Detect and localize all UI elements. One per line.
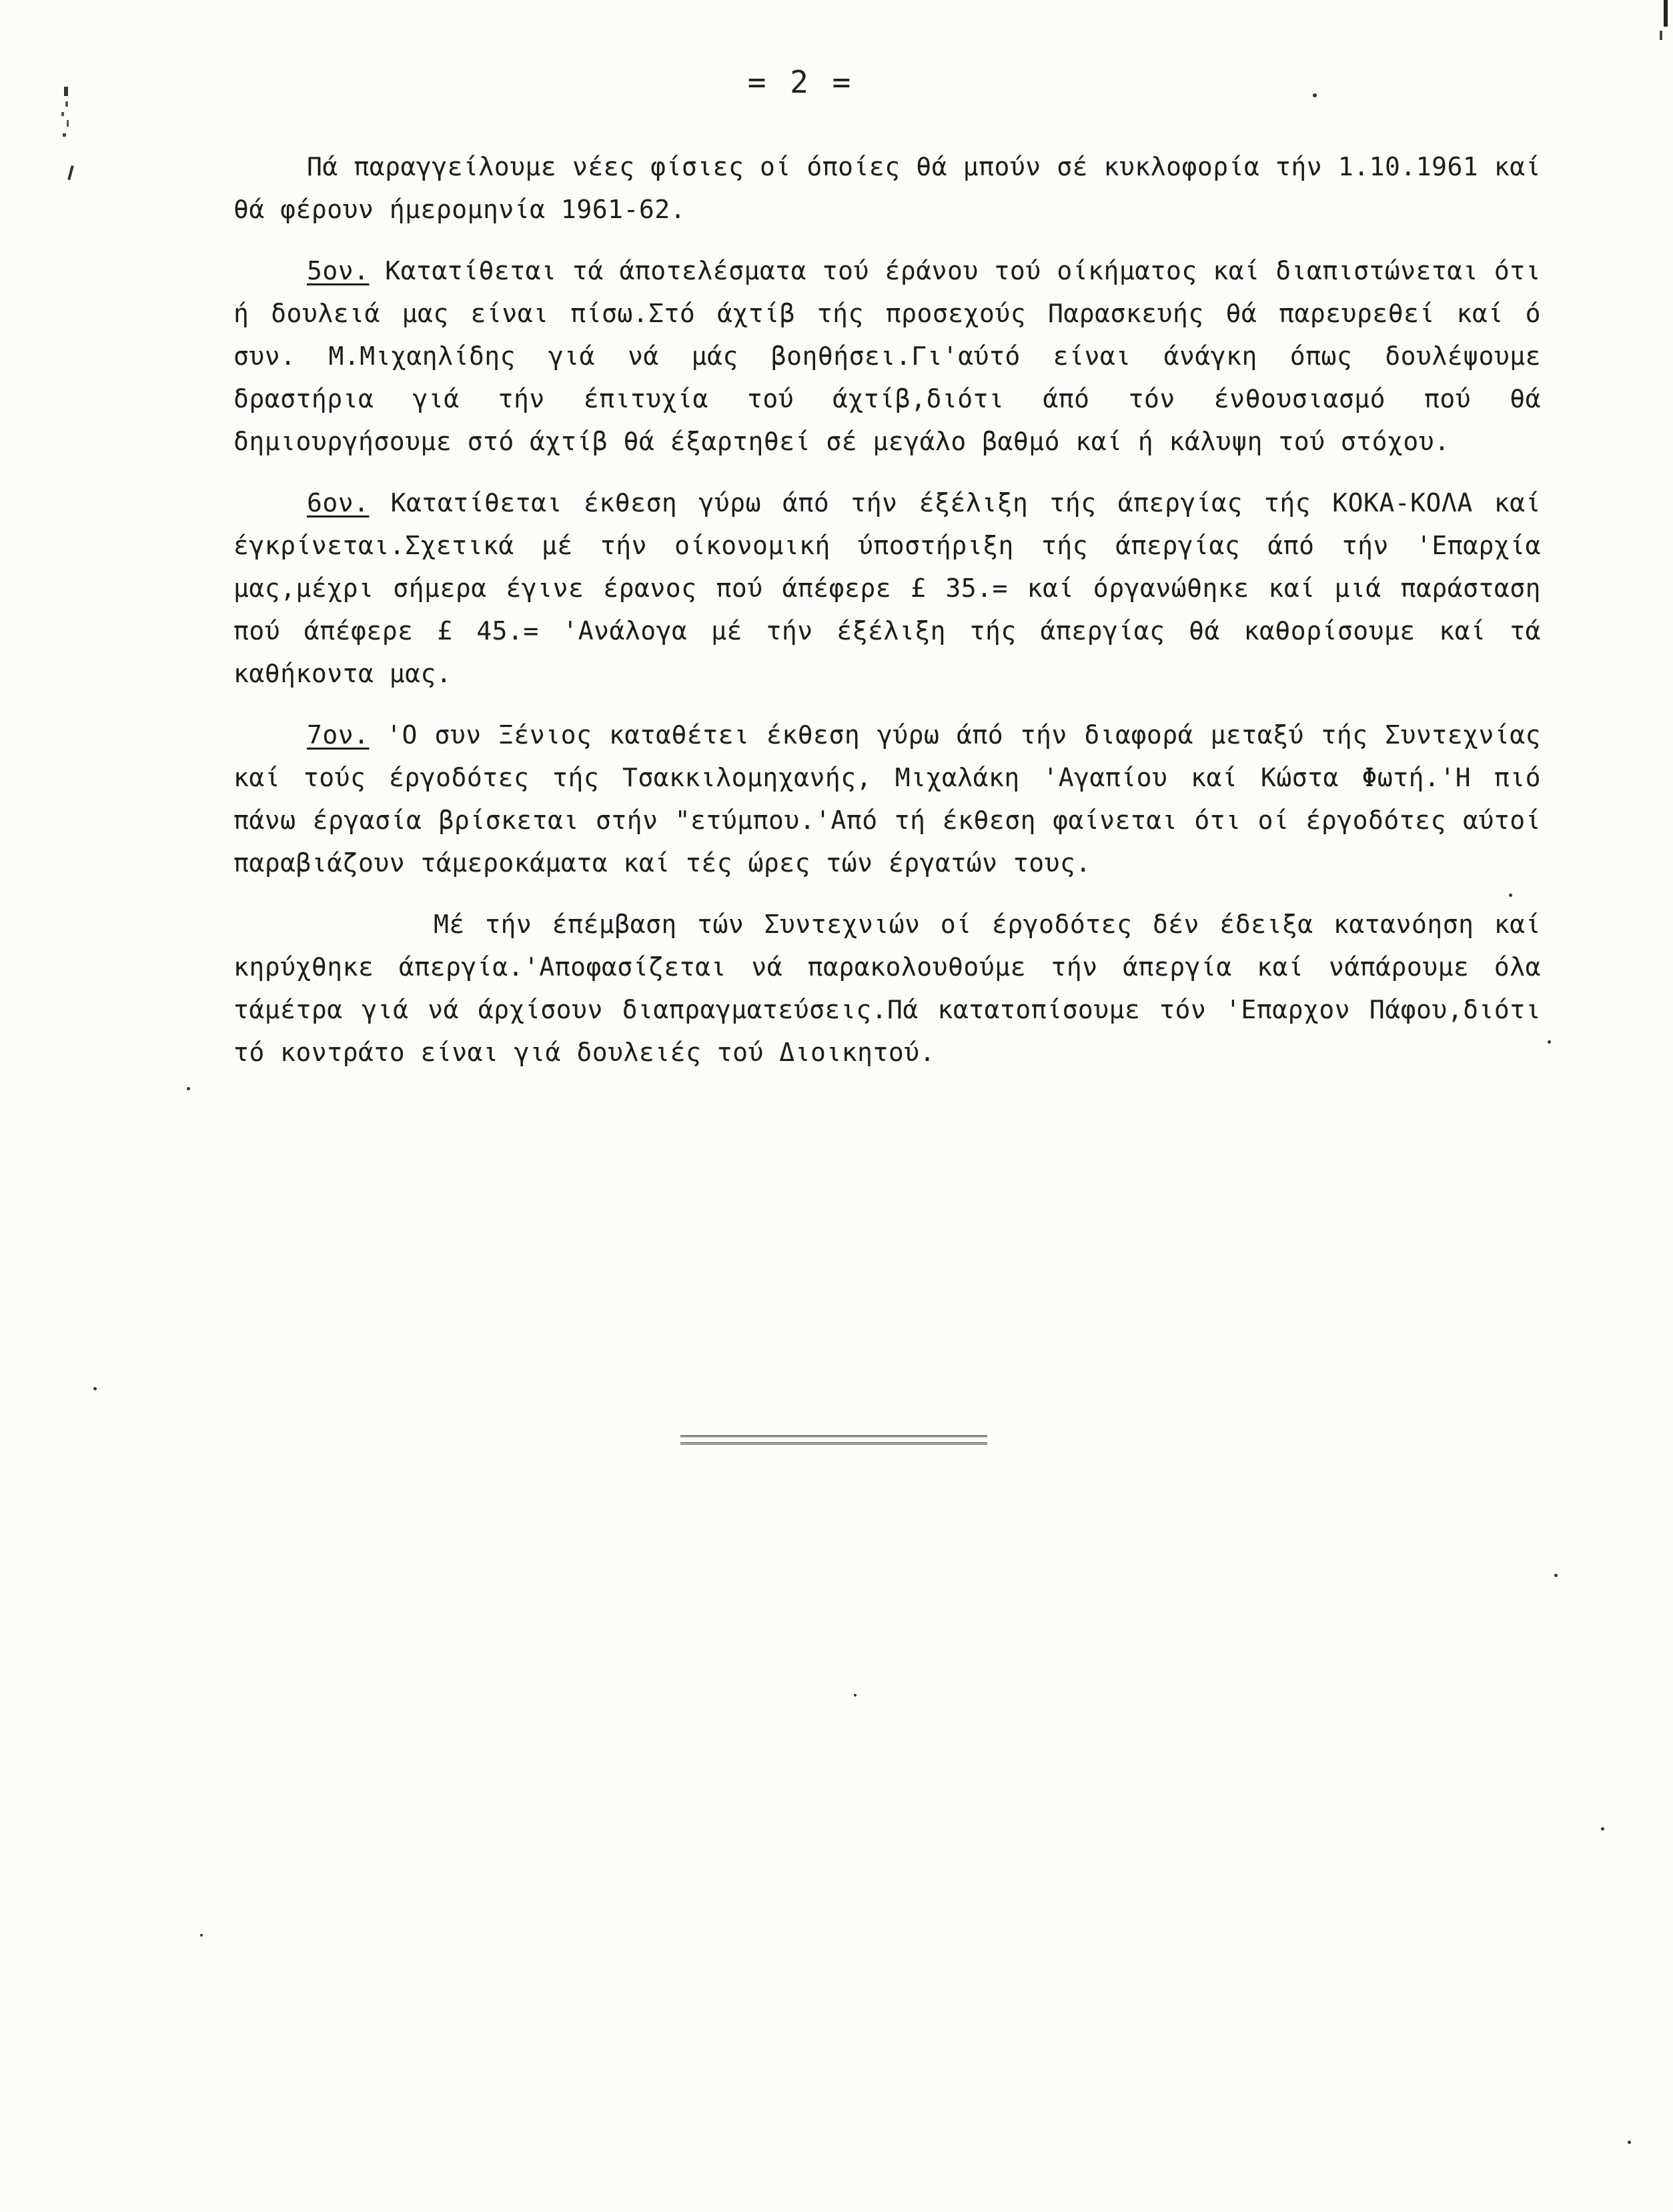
scan-speck <box>1554 1574 1558 1577</box>
margin-ink-marks <box>52 87 79 193</box>
scan-speck <box>1509 894 1512 897</box>
item-label: 6ον. <box>307 488 370 517</box>
paragraph-intro <box>233 145 1541 231</box>
paragraph-item-7 <box>233 714 1541 884</box>
paragraph-text: Κατατίθεται έκθεση γύρω άπό τήν έξέλιξη τής άπεργίας τής ΚΟΚΑ-ΚΟΛΑ καί έγκρίνεται.Σχετικά μέ τήν οίκονομική ύποστήριξη τής άπεργίας άπό τήν 'Επαρχία μας,μέχρι σήμερα έγινε έρανος πού άπέφερε £ 35.= καί όργανώθηκε καί μιά παράσταση πού άπέφερε £ 45.= 'Ανάλογα μέ τήν έξέλιξη τής άπεργίας θά καθορίσουμε καί τά καθήκοντα μας. <box>233 488 1541 688</box>
paragraph-text: Κατατίθεται τά άποτελέσματα τού έράνου τού οίκήματος καί διαπιστώνεται ότι ή δουλειά μας είναι πίσω.Στό άχτίβ τής προσεχούς Παρασκευής θά παρευρεθεί καί ό συν. Μ.Μιχαηλίδης γιά νά μάς βοηθήσει.Γι'αύτό είναι άνάγκη όπως δουλέψουμε δραστήρια γιά τήν έπιτυχία τού άχτίβ,διότι άπό τόν ένθουσιασμό πού θά δημιουργήσουμε στό άχτίβ θά έξαρτηθεί σέ μεγάλο βαθμό καί ή κάλυψη τού στόχου. <box>233 256 1541 456</box>
scan-speck <box>1548 1040 1551 1044</box>
scan-speck <box>1628 2141 1631 2144</box>
paragraph-text: 'Ο συν Ξένιος καταθέτει έκθεση γύρω άπό τήν διαφορά μεταξύ τής Συντεχνίας καί τούς έργοδότες τής Τσακκιλομηχανής, Μιχαλάκη 'Αγαπίου καί Κώστα Φωτή.'Η πιό πάνω έργασία βρίσκεται στήν "ετύμπου.'Από τή έκθεση φαίνεται ότι οί έργοδότες αύτοί παραβιάζουν τάμεροκάματα καί τές ώρες τών έργατών τους. <box>233 720 1541 878</box>
scan-speck <box>854 1694 857 1697</box>
paragraph-item-6 <box>233 481 1541 695</box>
paragraph-continuation <box>233 903 1541 1074</box>
scan-speck <box>93 1387 97 1390</box>
item-label: 7ον. <box>307 720 370 750</box>
scan-speck <box>187 1087 190 1090</box>
paragraph-text: Μέ τήν έπέμβαση τών Συντεχνιών οί έργοδότες δέν έδειξα κατανόηση καί κηρύχθηκε άπεργία.'Αποφασίζεται νά παρακολουθούμε τήν άπεργία καί νάπάρουμε όλα τάμέτρα γιά νά άρχίσουν διαπραγματεύσεις.Πά κατατοπίσουμε τόν 'Επαρχον Πάφου,διότι τό κοντράτο είναι γιά δουλειές τού Διοικητού. <box>233 910 1541 1067</box>
scan-speck <box>1601 1827 1604 1831</box>
scan-speck <box>200 1934 203 1937</box>
scan-speck <box>1313 93 1317 97</box>
document-body <box>233 145 1541 1092</box>
closing-rule <box>680 1435 987 1444</box>
paragraph-text: Πά παραγγείλουμε νέες φίσιες οί όποίες θά μπούν σέ κυκλοφορία τήν 1.10.1961 καί θά φέρουν ήμερομηνία 1961-62. <box>233 152 1541 224</box>
item-label: 5ον. <box>307 256 370 285</box>
page-number: = 2 = <box>747 64 854 100</box>
edge-ink-mark <box>1653 0 1673 47</box>
paragraph-item-5 <box>233 249 1541 463</box>
